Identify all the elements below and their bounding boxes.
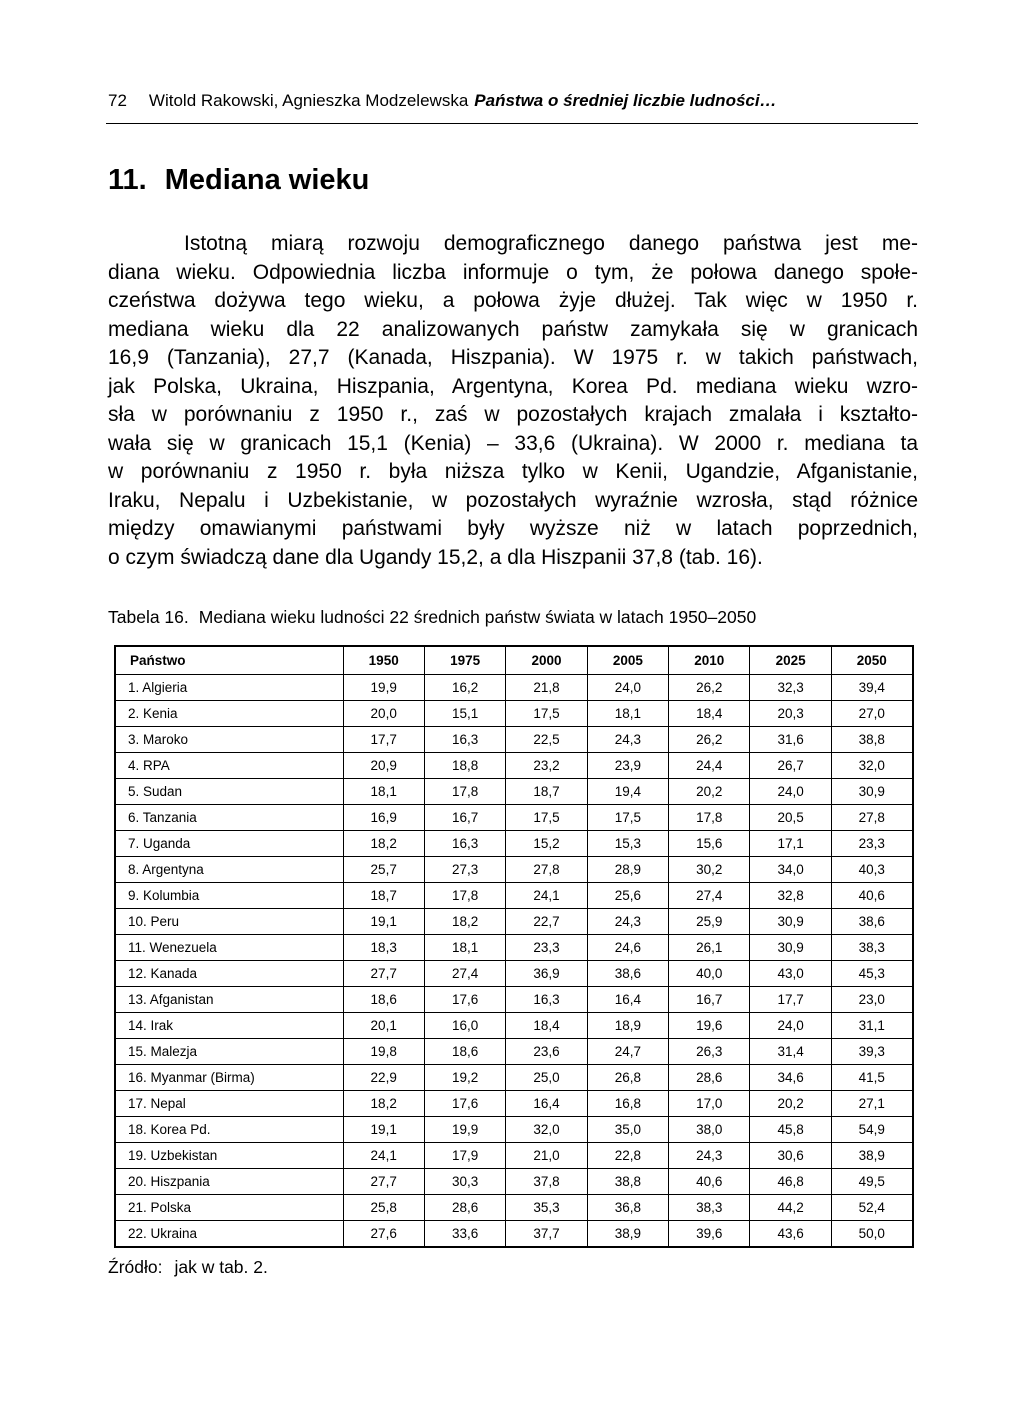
value-cell: 15,6	[669, 831, 750, 857]
value-cell: 52,4	[831, 1195, 912, 1221]
country-cell: 12. Kanada	[115, 961, 343, 987]
value-cell: 31,4	[750, 1039, 831, 1065]
value-cell: 17,6	[424, 987, 505, 1013]
value-cell: 30,9	[750, 909, 831, 935]
value-cell: 18,1	[587, 701, 668, 727]
table-caption-label: Tabela 16.	[108, 607, 189, 627]
value-cell: 27,6	[343, 1221, 424, 1248]
value-cell: 39,6	[669, 1221, 750, 1248]
value-cell: 34,6	[750, 1065, 831, 1091]
value-cell: 28,6	[424, 1195, 505, 1221]
value-cell: 16,8	[587, 1091, 668, 1117]
country-cell: 4. RPA	[115, 753, 343, 779]
value-cell: 16,4	[506, 1091, 587, 1117]
value-cell: 31,1	[831, 1013, 912, 1039]
value-cell: 26,1	[669, 935, 750, 961]
country-cell: 13. Afganistan	[115, 987, 343, 1013]
value-cell: 45,8	[750, 1117, 831, 1143]
value-cell: 40,6	[669, 1169, 750, 1195]
column-header-year: 2000	[506, 646, 587, 675]
value-cell: 18,7	[506, 779, 587, 805]
country-cell: 5. Sudan	[115, 779, 343, 805]
header-rule	[106, 123, 918, 124]
value-cell: 18,1	[424, 935, 505, 961]
value-cell: 27,0	[831, 701, 912, 727]
column-header-country: Państwo	[115, 646, 343, 675]
value-cell: 26,2	[669, 675, 750, 701]
value-cell: 43,6	[750, 1221, 831, 1248]
value-cell: 27,1	[831, 1091, 912, 1117]
value-cell: 17,7	[750, 987, 831, 1013]
table-row	[115, 1195, 913, 1221]
value-cell: 23,6	[506, 1039, 587, 1065]
value-cell: 30,9	[831, 779, 912, 805]
value-cell: 18,7	[343, 883, 424, 909]
value-cell: 20,0	[343, 701, 424, 727]
value-cell: 23,3	[506, 935, 587, 961]
paragraph-line: diana wieku. Odpowiednia liczba informuje o tym, że połowa danego społe-	[108, 260, 918, 284]
value-cell: 38,0	[669, 1117, 750, 1143]
value-cell: 16,7	[424, 805, 505, 831]
value-cell: 41,5	[831, 1065, 912, 1091]
paragraph-line: czeństwa dożywa tego wieku, a połowa żyje dłużej. Tak więc w 1950 r.	[108, 289, 918, 312]
value-cell: 24,0	[750, 779, 831, 805]
value-cell: 27,3	[424, 857, 505, 883]
value-cell: 18,6	[343, 987, 424, 1013]
country-cell: 15. Malezja	[115, 1039, 343, 1065]
value-cell: 25,7	[343, 857, 424, 883]
value-cell: 24,3	[587, 909, 668, 935]
column-header-year: 2010	[669, 646, 750, 675]
value-cell: 20,1	[343, 1013, 424, 1039]
paragraph-line: o czym świadczą dane dla Ugandy 15,2, a dla Hiszpanii 37,8 (tab. 16).	[108, 545, 763, 569]
body-paragraph	[108, 230, 918, 572]
country-cell: 14. Irak	[115, 1013, 343, 1039]
value-cell: 16,3	[424, 727, 505, 753]
value-cell: 24,0	[587, 675, 668, 701]
value-cell: 34,0	[750, 857, 831, 883]
table-row	[115, 857, 913, 883]
paragraph-line: jak Polska, Ukraina, Hiszpania, Argentyna, Korea Pd. mediana wieku wzro-	[108, 374, 918, 398]
value-cell: 27,4	[669, 883, 750, 909]
value-cell: 22,7	[506, 909, 587, 935]
paragraph-line: między omawianymi państwami były wyższe niż w latach poprzednich,	[108, 517, 918, 540]
value-cell: 18,4	[506, 1013, 587, 1039]
value-cell: 38,6	[831, 909, 912, 935]
table-row	[115, 1143, 913, 1169]
value-cell: 17,0	[669, 1091, 750, 1117]
table-row	[115, 805, 913, 831]
table-row	[115, 909, 913, 935]
value-cell: 30,9	[750, 935, 831, 961]
value-cell: 38,3	[669, 1195, 750, 1221]
value-cell: 30,6	[750, 1143, 831, 1169]
value-cell: 19,4	[587, 779, 668, 805]
median-age-table	[114, 645, 914, 1248]
value-cell: 35,3	[506, 1195, 587, 1221]
value-cell: 18,3	[343, 935, 424, 961]
value-cell: 32,0	[506, 1117, 587, 1143]
value-cell: 24,4	[669, 753, 750, 779]
paragraph-line: sła w porównaniu z 1950 r., zaś w pozostałych krajach zmalała i kształto-	[108, 403, 918, 426]
table-row	[115, 727, 913, 753]
value-cell: 23,0	[831, 987, 912, 1013]
table-row	[115, 753, 913, 779]
value-cell: 25,6	[587, 883, 668, 909]
value-cell: 18,6	[424, 1039, 505, 1065]
value-cell: 23,9	[587, 753, 668, 779]
table-row	[115, 831, 913, 857]
country-cell: 10. Peru	[115, 909, 343, 935]
table-row	[115, 935, 913, 961]
header-authors: Witold Rakowski, Agnieszka Modzelewska	[148, 91, 469, 110]
value-cell: 15,2	[506, 831, 587, 857]
value-cell: 17,1	[750, 831, 831, 857]
value-cell: 38,9	[587, 1221, 668, 1248]
value-cell: 25,0	[506, 1065, 587, 1091]
value-cell: 22,9	[343, 1065, 424, 1091]
table-caption-text: Mediana wieku ludności 22 średnich państw świata w latach 1950–2050	[198, 607, 757, 627]
source-text: jak w tab. 2.	[174, 1257, 268, 1277]
value-cell: 18,9	[587, 1013, 668, 1039]
value-cell: 19,2	[424, 1065, 505, 1091]
value-cell: 28,9	[587, 857, 668, 883]
value-cell: 28,6	[669, 1065, 750, 1091]
value-cell: 18,2	[343, 831, 424, 857]
page-number: 72	[108, 91, 127, 110]
value-cell: 25,8	[343, 1195, 424, 1221]
value-cell: 43,0	[750, 961, 831, 987]
value-cell: 19,6	[669, 1013, 750, 1039]
table-row	[115, 1065, 913, 1091]
table-header-row	[115, 646, 913, 675]
column-header-year: 1950	[343, 646, 424, 675]
value-cell: 27,7	[343, 961, 424, 987]
paragraph-line: Istotną miarą rozwoju demograficznego danego państwa jest me-	[184, 232, 918, 255]
paragraph-line: 16,9 (Tanzania), 27,7 (Kanada, Hiszpania). W 1975 r. w takich państwach,	[108, 346, 918, 369]
source-label: Źródło:	[108, 1257, 163, 1277]
value-cell: 18,2	[424, 909, 505, 935]
header-title: Państwa o średniej liczbie ludności…	[474, 91, 777, 110]
column-header-year: 1975	[424, 646, 505, 675]
value-cell: 17,5	[506, 701, 587, 727]
value-cell: 16,0	[424, 1013, 505, 1039]
value-cell: 22,5	[506, 727, 587, 753]
value-cell: 17,9	[424, 1143, 505, 1169]
value-cell: 19,9	[424, 1117, 505, 1143]
table-row	[115, 1013, 913, 1039]
value-cell: 27,4	[424, 961, 505, 987]
value-cell: 17,7	[343, 727, 424, 753]
country-cell: 21. Polska	[115, 1195, 343, 1221]
paragraph-line: wała się w granicach 15,1 (Kenia) – 33,6 (Ukraina). W 2000 r. mediana ta	[108, 431, 918, 455]
value-cell: 18,8	[424, 753, 505, 779]
value-cell: 21,8	[506, 675, 587, 701]
value-cell: 24,1	[506, 883, 587, 909]
value-cell: 19,1	[343, 1117, 424, 1143]
country-cell: 17. Nepal	[115, 1091, 343, 1117]
table-row	[115, 987, 913, 1013]
country-cell: 3. Maroko	[115, 727, 343, 753]
value-cell: 44,2	[750, 1195, 831, 1221]
value-cell: 16,3	[424, 831, 505, 857]
value-cell: 54,9	[831, 1117, 912, 1143]
country-cell: 11. Wenezuela	[115, 935, 343, 961]
value-cell: 38,8	[587, 1169, 668, 1195]
value-cell: 24,6	[587, 935, 668, 961]
value-cell: 30,3	[424, 1169, 505, 1195]
table-row	[115, 1169, 913, 1195]
value-cell: 39,3	[831, 1039, 912, 1065]
value-cell: 17,8	[424, 883, 505, 909]
value-cell: 17,5	[587, 805, 668, 831]
value-cell: 30,2	[669, 857, 750, 883]
value-cell: 19,1	[343, 909, 424, 935]
value-cell: 27,8	[831, 805, 912, 831]
value-cell: 18,4	[669, 701, 750, 727]
value-cell: 40,3	[831, 857, 912, 883]
value-cell: 16,9	[343, 805, 424, 831]
country-cell: 1. Algieria	[115, 675, 343, 701]
value-cell: 16,4	[587, 987, 668, 1013]
value-cell: 32,8	[750, 883, 831, 909]
section-title: Mediana wieku	[164, 164, 370, 196]
country-cell: 8. Argentyna	[115, 857, 343, 883]
value-cell: 17,8	[669, 805, 750, 831]
value-cell: 38,3	[831, 935, 912, 961]
running-header	[108, 90, 918, 112]
table-row	[115, 675, 913, 701]
value-cell: 32,3	[750, 675, 831, 701]
country-cell: 22. Ukraina	[115, 1221, 343, 1248]
value-cell: 35,0	[587, 1117, 668, 1143]
column-header-year: 2050	[831, 646, 912, 675]
table-row	[115, 1039, 913, 1065]
country-cell: 6. Tanzania	[115, 805, 343, 831]
column-header-year: 2025	[750, 646, 831, 675]
value-cell: 26,8	[587, 1065, 668, 1091]
country-cell: 19. Uzbekistan	[115, 1143, 343, 1169]
value-cell: 49,5	[831, 1169, 912, 1195]
value-cell: 40,6	[831, 883, 912, 909]
value-cell: 27,7	[343, 1169, 424, 1195]
table-row	[115, 1091, 913, 1117]
value-cell: 24,3	[669, 1143, 750, 1169]
value-cell: 38,9	[831, 1143, 912, 1169]
value-cell: 50,0	[831, 1221, 912, 1248]
country-cell: 16. Myanmar (Birma)	[115, 1065, 343, 1091]
column-header-year: 2005	[587, 646, 668, 675]
value-cell: 16,3	[506, 987, 587, 1013]
value-cell: 36,9	[506, 961, 587, 987]
value-cell: 39,4	[831, 675, 912, 701]
value-cell: 23,2	[506, 753, 587, 779]
value-cell: 32,0	[831, 753, 912, 779]
value-cell: 24,7	[587, 1039, 668, 1065]
value-cell: 16,2	[424, 675, 505, 701]
section-heading	[108, 162, 369, 198]
source-note	[108, 1256, 268, 1278]
value-cell: 17,6	[424, 1091, 505, 1117]
value-cell: 26,3	[669, 1039, 750, 1065]
paragraph-line: mediana wieku dla 22 analizowanych państw zamykała się w granicach	[108, 317, 918, 341]
value-cell: 26,2	[669, 727, 750, 753]
paragraph-line: Iraku, Nepalu i Uzbekistanie, w pozostałych wyraźnie wzrosła, stąd różnice	[108, 488, 918, 512]
value-cell: 27,8	[506, 857, 587, 883]
value-cell: 20,5	[750, 805, 831, 831]
value-cell: 36,8	[587, 1195, 668, 1221]
country-cell: 20. Hiszpania	[115, 1169, 343, 1195]
value-cell: 38,6	[587, 961, 668, 987]
section-number: 11.	[108, 164, 147, 196]
country-cell: 7. Uganda	[115, 831, 343, 857]
country-cell: 2. Kenia	[115, 701, 343, 727]
value-cell: 37,7	[506, 1221, 587, 1248]
value-cell: 19,9	[343, 675, 424, 701]
value-cell: 21,0	[506, 1143, 587, 1169]
table-row	[115, 779, 913, 805]
value-cell: 20,3	[750, 701, 831, 727]
value-cell: 45,3	[831, 961, 912, 987]
value-cell: 19,8	[343, 1039, 424, 1065]
value-cell: 17,8	[424, 779, 505, 805]
value-cell: 20,2	[750, 1091, 831, 1117]
value-cell: 33,6	[424, 1221, 505, 1248]
paragraph-line: w porównaniu z 1950 r. była niższa tylko w Kenii, Ugandzie, Afganistanie,	[108, 460, 918, 483]
value-cell: 22,8	[587, 1143, 668, 1169]
table-row	[115, 883, 913, 909]
table-row	[115, 701, 913, 727]
table-row	[115, 1221, 913, 1248]
value-cell: 16,7	[669, 987, 750, 1013]
table-row	[115, 961, 913, 987]
value-cell: 20,9	[343, 753, 424, 779]
value-cell: 20,2	[669, 779, 750, 805]
value-cell: 24,0	[750, 1013, 831, 1039]
value-cell: 15,1	[424, 701, 505, 727]
value-cell: 17,5	[506, 805, 587, 831]
value-cell: 46,8	[750, 1169, 831, 1195]
country-cell: 18. Korea Pd.	[115, 1117, 343, 1143]
value-cell: 18,1	[343, 779, 424, 805]
value-cell: 24,1	[343, 1143, 424, 1169]
country-cell: 9. Kolumbia	[115, 883, 343, 909]
table-row	[115, 1117, 913, 1143]
value-cell: 25,9	[669, 909, 750, 935]
value-cell: 40,0	[669, 961, 750, 987]
value-cell: 38,8	[831, 727, 912, 753]
value-cell: 31,6	[750, 727, 831, 753]
value-cell: 18,2	[343, 1091, 424, 1117]
value-cell: 37,8	[506, 1169, 587, 1195]
value-cell: 26,7	[750, 753, 831, 779]
value-cell: 23,3	[831, 831, 912, 857]
value-cell: 15,3	[587, 831, 668, 857]
table-caption	[108, 606, 756, 628]
value-cell: 24,3	[587, 727, 668, 753]
